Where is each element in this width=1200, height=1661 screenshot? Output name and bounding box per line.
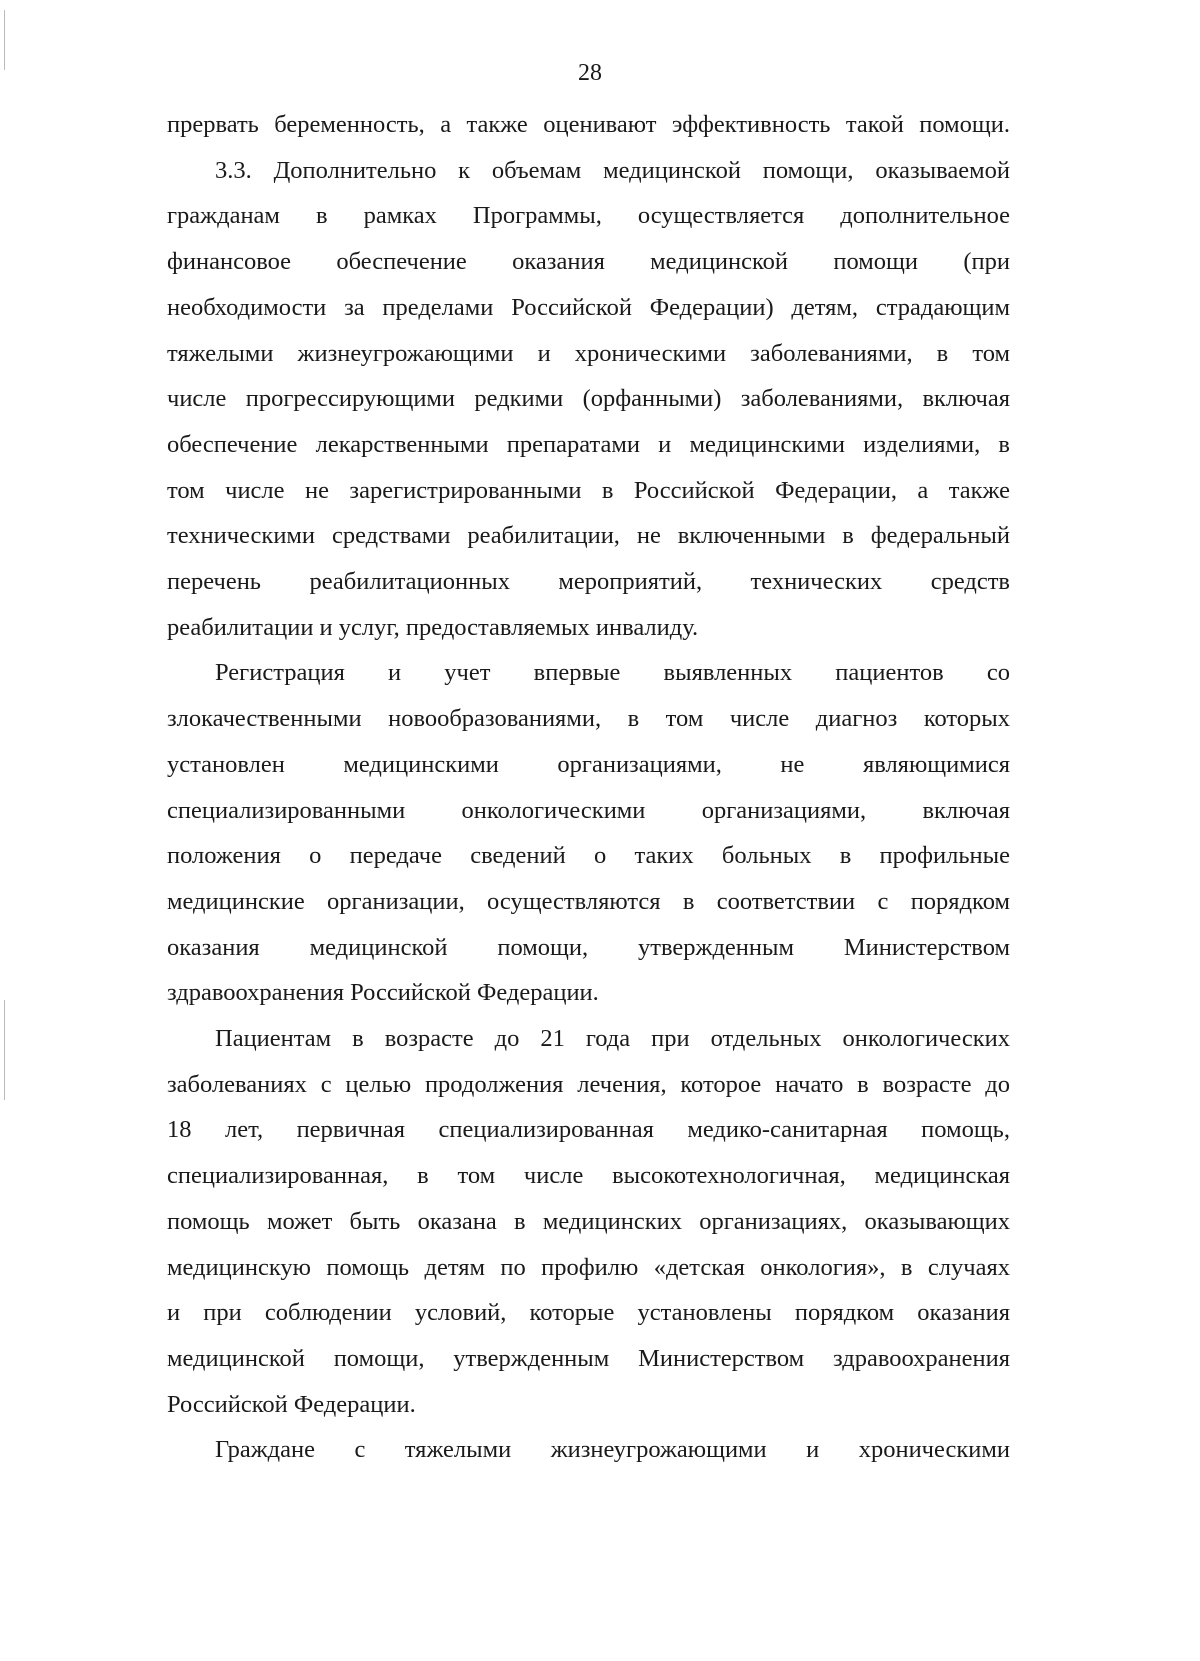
text-line: помощь может быть оказана в медицинских организациях, оказывающих <box>167 1207 1010 1235</box>
text-line: гражданам в рамках Программы, осуществляется дополнительное <box>167 202 1010 230</box>
text-line: специализированными онкологическими организациями, включая <box>167 796 1010 824</box>
text-line: Регистрация и учет впервые выявленных пациентов со <box>215 659 1010 687</box>
text-line: здравоохранения Российской Федерации. <box>167 979 599 1007</box>
text-line: оказания медицинской помощи, утвержденным Министерством <box>167 933 1010 961</box>
text-line: медицинской помощи, утвержденным Министерством здравоохранения <box>167 1344 1010 1372</box>
text-line: 3.3. Дополнительно к объемам медицинской помощи, оказываемой <box>215 156 1010 184</box>
text-line: числе прогрессирующими редкими (орфанными) заболеваниями, включая <box>167 385 1010 413</box>
text-line: том числе не зарегистрированными в Российской Федерации, а также <box>167 476 1010 504</box>
text-line: Российской Федерации. <box>167 1390 416 1418</box>
text-line: Граждане с тяжелыми жизнеугрожающими и хроническими <box>215 1436 1010 1464</box>
text-line: техническими средствами реабилитации, не включенными в федеральный <box>167 522 1010 550</box>
text-line: специализированная, в том числе высокотехнологичная, медицинская <box>167 1162 1010 1190</box>
text-line: медицинскую помощь детям по профилю «детская онкология», в случаях <box>167 1253 1010 1281</box>
text-line: обеспечение лекарственными препаратами и медицинскими изделиями, в <box>167 430 1010 458</box>
text-line: и при соблюдении условий, которые установлены порядком оказания <box>167 1299 1010 1327</box>
text-line: реабилитации и услуг, предоставляемых инвалиду. <box>167 613 699 641</box>
text-line: Пациентам в возрасте до 21 года при отдельных онкологических <box>215 1025 1010 1052</box>
text-line: прервать беременность, а также оценивают эффективность такой помощи. <box>167 111 1010 138</box>
text-line: медицинские организации, осуществляются в соответствии с порядком <box>167 887 1010 915</box>
text-line: положения о передаче сведений о таких больных в профильные <box>167 842 1010 870</box>
text-line: необходимости за пределами Российской Федерации) детям, страдающим <box>167 293 1010 321</box>
text-line: тяжелыми жизнеугрожающими и хроническими заболеваниями, в том <box>167 339 1010 367</box>
scan-edge-mark <box>4 1000 5 1100</box>
text-line: заболеваниях с целью продолжения лечения, которое начато в возрасте до <box>167 1070 1010 1098</box>
text-line: злокачественными новообразованиями, в том числе диагноз которых <box>167 705 1010 733</box>
text-line: финансовое обеспечение оказания медицинской помощи (при <box>167 248 1010 276</box>
text-line: перечень реабилитационных мероприятий, технических средств <box>167 568 1010 595</box>
page-number: 28 <box>578 60 602 86</box>
text-line: установлен медицинскими организациями, не являющимися <box>167 750 1010 778</box>
text-line: 18 лет, первичная специализированная медико-санитарная помощь, <box>167 1116 1010 1144</box>
